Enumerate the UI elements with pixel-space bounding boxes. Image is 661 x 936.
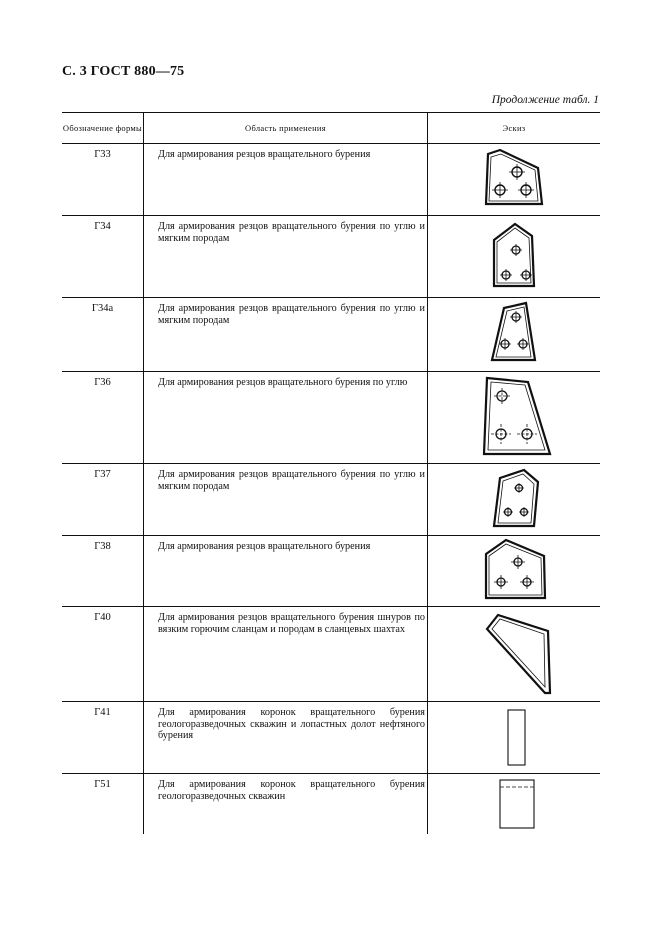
shape-g41-sketch [428, 702, 600, 772]
row-code: Г33 [94, 149, 111, 160]
shape-g33-sketch [428, 144, 600, 214]
shape-g37-sketch [428, 464, 600, 534]
page-header: С. 3 ГОСТ 880—75 [62, 64, 185, 79]
row-application: Для армирования резцов вращательного бурения шнуров по вязким горючим сланцам и породам в сланцевых шахтах [158, 612, 425, 635]
table-continuation-note: Продолжение табл. 1 [491, 94, 599, 106]
col-header-designation: Обозначение формы [62, 113, 144, 144]
row-code: Г34 [94, 221, 111, 232]
shape-g51-sketch [428, 774, 600, 834]
table-row [62, 372, 600, 464]
col-header-application: Область применения [144, 113, 428, 144]
col-header-sketch: Эскиз [428, 113, 601, 144]
spec-table [62, 112, 600, 834]
row-code: Г37 [94, 469, 111, 480]
row-code: Г51 [94, 779, 111, 790]
shape-g34-sketch [428, 216, 600, 296]
row-code: Г41 [94, 707, 111, 718]
shape-g38-sketch [428, 536, 600, 606]
table-row [62, 607, 600, 702]
row-application: Для армирования резцов вращательного бурения [158, 149, 371, 160]
table-row [62, 702, 600, 774]
shape-g34a-sketch [428, 298, 600, 368]
shape-g40-sketch [428, 607, 600, 701]
table-row [62, 774, 600, 835]
shape-g36-sketch [428, 372, 600, 462]
row-code: Г36 [94, 377, 111, 388]
row-code: Г38 [94, 541, 111, 552]
row-code: Г40 [94, 612, 111, 623]
row-application: Для армирования резцов вращательного бурения по углю и мягким породам [158, 303, 425, 326]
table-row [62, 298, 600, 372]
table-row [62, 216, 600, 298]
row-code: Г34а [91, 303, 114, 314]
row-application: Для армирования коронок вращательного бурения геологоразведочных скважин [158, 779, 425, 802]
row-application: Для армирования резцов вращательного бурения по углю [158, 377, 408, 388]
table-row [62, 464, 600, 536]
row-application: Для армирования резцов вращательного бурения по углю и мягким породам [158, 469, 425, 492]
row-application: Для армирования резцов вращательного бурения по углю и мягким породам [158, 221, 425, 244]
table-row [62, 536, 600, 607]
row-application: Для армирования резцов вращательного бурения [158, 541, 371, 552]
row-application: Для армирования коронок вращательного бурения геологоразведочных скважин и лопастных долот нефтяного бурения [158, 707, 425, 741]
table-row [62, 144, 600, 216]
